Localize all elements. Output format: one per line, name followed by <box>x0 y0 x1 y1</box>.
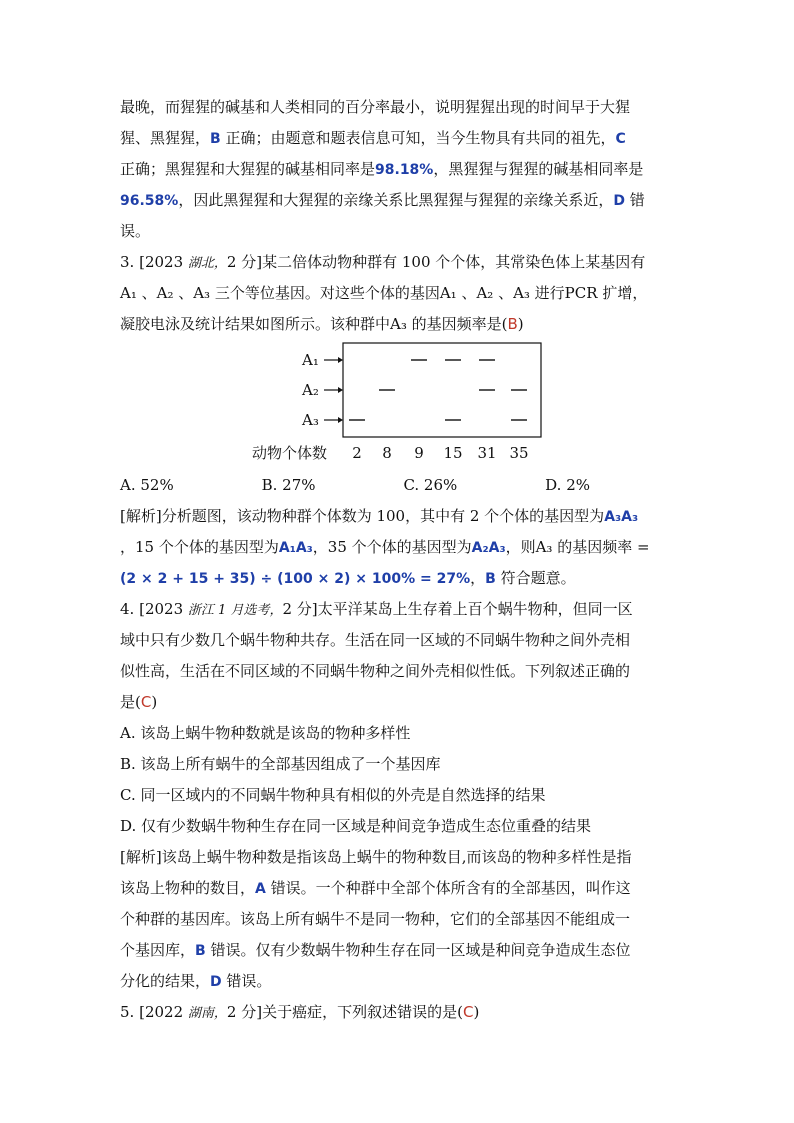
analysis-line <box>120 532 680 563</box>
analysis-text: 符合题意。 <box>500 569 576 587</box>
analysis-line <box>120 966 680 997</box>
analysis-text: 错误。仅有少数蜗牛物种生存在同一区域是种间竞争造成生态位 <box>210 941 631 959</box>
text-line <box>120 185 680 216</box>
analysis-text: ，15 个个体的基因型为 <box>120 538 279 556</box>
analysis-line <box>120 842 680 873</box>
text-line <box>120 309 680 340</box>
text-line <box>120 123 680 154</box>
arrow-head <box>338 417 343 423</box>
text: 误。 <box>120 222 151 240</box>
analysis-text: ，则A₃ 的基因频率 = <box>505 538 650 556</box>
gene-label: A₂ <box>302 381 319 399</box>
question-stem: 某二倍体动物种群有 100 个个体，其常染色体上某基因有 <box>262 253 646 271</box>
text-line <box>120 687 680 718</box>
option-letter: B <box>195 943 206 959</box>
text: 正确；黑猩猩和大猩猩的碱基相同率是 <box>120 160 376 178</box>
text-line <box>120 92 680 123</box>
analysis-text: 个基因库， <box>120 941 196 959</box>
question-5-header <box>120 997 680 1028</box>
text: 最晚，而猩猩的碱基和人类相同的百分率最小，说明猩猩出现的时间早于大猩 <box>120 98 631 116</box>
source-place: 浙江 1 月选考， <box>187 603 283 618</box>
text: ) <box>151 693 158 711</box>
question-4-header <box>120 594 680 625</box>
gene-label: A₁ <box>302 351 319 369</box>
text: 错 <box>629 191 645 209</box>
genotype: A₂A₃ <box>471 540 506 556</box>
text-line <box>120 656 680 687</box>
source-year: [2023 <box>139 253 184 271</box>
column-tick-label: 35 <box>509 444 529 462</box>
source-points: 2 分] <box>226 1003 263 1021</box>
question-number: 3. <box>120 253 135 271</box>
text-line <box>120 216 680 247</box>
option-text: A. 该岛上蜗牛物种数就是该岛的物种多样性 <box>120 724 411 742</box>
text-line <box>120 154 680 185</box>
question-number: 4. <box>120 600 135 618</box>
text: ， <box>470 569 486 587</box>
text: 猩、黑猩猩， <box>120 129 211 147</box>
option-letter: B <box>210 131 221 147</box>
text: 正确；由题意和题表信息可知，当今生物具有共同的祖先， <box>225 129 616 147</box>
option-d <box>120 811 680 842</box>
option-c <box>120 780 680 811</box>
analysis-text: 个种群的基因库。该岛上所有蜗牛不是同一物种，它们的全部基因不能组成一 <box>120 910 631 928</box>
source-place: 湖北， <box>187 256 227 271</box>
option-a <box>120 718 680 749</box>
analysis-text: [解析]该岛上蜗牛物种数是指该岛上蜗牛的物种数目,而该岛的物种多样性是指 <box>120 848 632 866</box>
column-tick-label: 2 <box>352 444 362 462</box>
column-tick-label: 15 <box>443 444 463 462</box>
option-letter: D <box>613 193 625 209</box>
analysis-line <box>120 501 680 532</box>
option-text: C. 同一区域内的不同蜗牛物种具有相似的外壳是自然选择的结果 <box>120 786 546 804</box>
question-stem: A₁ 、A₂ 、A₃ 三个等位基因。对这些个体的基因A₁ 、A₂ 、A₃ 进行PCR 扩增， <box>120 284 648 302</box>
text: ) <box>517 315 524 333</box>
text: ) <box>473 1003 480 1021</box>
question-number: 5. <box>120 1003 135 1021</box>
answer-letter: C <box>140 693 152 711</box>
arrow-head <box>338 387 343 393</box>
question-stem: 是( <box>120 693 141 711</box>
analysis-text: 该岛上物种的数目， <box>120 879 256 897</box>
text-line <box>120 278 680 309</box>
percent-value: 98.18% <box>375 162 434 178</box>
text-line <box>120 625 680 656</box>
document-page <box>120 92 680 1028</box>
question-3-header <box>120 247 680 278</box>
answer-letter: B <box>507 315 518 333</box>
analysis-line <box>120 904 680 935</box>
source-place: 湖南， <box>187 1006 227 1021</box>
genotype: A₃A₃ <box>604 509 639 525</box>
formula: (2 × 2 + 15 + 35) ÷ (100 × 2) × 100% = 27% <box>120 571 471 587</box>
option-letter: B <box>485 571 496 587</box>
question-stem: 太平洋某岛上生存着上百个蜗牛物种，但同一区 <box>317 600 633 618</box>
arrow-head <box>338 357 343 363</box>
source-year: [2022 <box>139 1003 184 1021</box>
option-b <box>120 749 680 780</box>
option-c: C. 26% <box>403 476 458 494</box>
analysis-line <box>120 563 680 594</box>
analysis-line <box>120 935 680 966</box>
option-letter: A <box>255 881 266 897</box>
column-tick-label: 31 <box>477 444 497 462</box>
option-b: B. 27% <box>261 476 316 494</box>
option-a: A. 52% <box>120 476 174 494</box>
gel-electrophoresis-chart <box>246 340 546 468</box>
text: ，因此黑猩猩和大猩猩的亲缘关系比黑猩猩与猩猩的亲缘关系近， <box>178 191 614 209</box>
question-stem: 关于癌症，下列叙述错误的是( <box>262 1003 463 1021</box>
column-tick-label: 8 <box>382 444 392 462</box>
analysis-text: ，35 个个体的基因型为 <box>312 538 472 556</box>
question-stem: 域中只有少数几个蜗牛物种共存。生活在同一区域的不同蜗牛物种之间外壳相 <box>120 631 631 649</box>
question-stem: 似性高，生活在不同区域的不同蜗牛物种之间外壳相似性低。下列叙述正确的 <box>120 662 631 680</box>
analysis-text: 分化的结果， <box>120 972 211 990</box>
source-year: [2023 <box>139 600 184 618</box>
analysis-text: 错误。一个种群中全部个体所含有的全部基因，叫作这 <box>270 879 631 897</box>
percent-value: 96.58% <box>120 193 179 209</box>
analysis-text: [解析]分析题图，该动物种群个体数为 100，其中有 2 个个体的基因型为 <box>120 507 605 525</box>
options-row <box>120 470 590 501</box>
gel-figure <box>120 340 680 470</box>
text: ，黑猩猩与猩猩的碱基相同率是 <box>433 160 644 178</box>
column-tick-label: 9 <box>414 444 424 462</box>
source-points: 2 分] <box>226 253 263 271</box>
question-stem: 凝胶电泳及统计结果如图所示。该种群中A₃ 的基因频率是( <box>120 315 508 333</box>
option-text: B. 该岛上所有蜗牛的全部基因组成了一个基因库 <box>120 755 441 773</box>
option-letter: C <box>615 131 626 147</box>
option-d: D. 2% <box>545 476 590 494</box>
analysis-line <box>120 873 680 904</box>
option-letter: D <box>210 974 222 990</box>
gene-label: A₃ <box>302 411 319 429</box>
source-points: 2 分] <box>282 600 318 618</box>
genotype: A₁A₃ <box>278 540 313 556</box>
x-axis-label: 动物个体数 <box>252 444 328 462</box>
answer-letter: C <box>462 1003 474 1021</box>
analysis-text: 错误。 <box>226 972 272 990</box>
option-text: D. 仅有少数蜗牛物种生存在同一区域是种间竞争造成生态位重叠的结果 <box>120 817 592 835</box>
